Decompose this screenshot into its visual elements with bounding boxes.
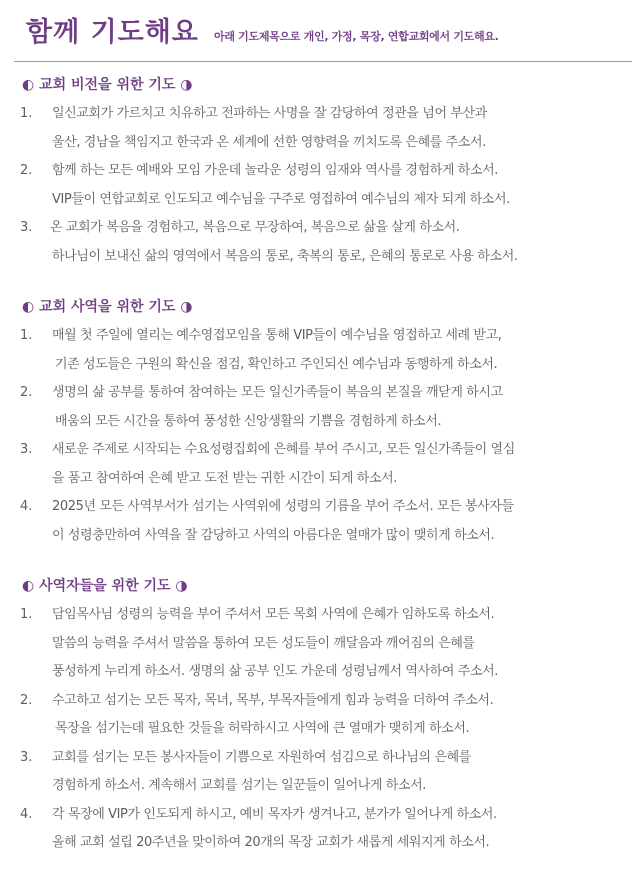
item-number: 2. — [20, 163, 33, 178]
section-title: ◐ 사역자들을 위한 기도 ◑ — [22, 578, 188, 594]
item-number: 3. — [20, 220, 33, 235]
item-number: 1. — [20, 328, 33, 343]
item-text-line: VIP들이 연합교회로 인도되고 예수님을 구주로 영접하여 예수님의 제자 되게 하소서. — [52, 191, 510, 207]
prayer-item — [0, 493, 632, 550]
page-title: 함께 기도해요 — [26, 17, 199, 48]
item-text-line: 새로운 주제로 시작되는 수요성령집회에 은혜를 부어 주시고, 모든 일신가족들이 열심 — [52, 442, 515, 457]
header — [0, 0, 632, 60]
prayer-item — [0, 322, 632, 379]
item-text-line: 교회를 섬기는 모든 봉사자들이 기쁨으로 자원하여 섬김으로 하나님의 은혜를 — [52, 749, 471, 765]
item-text-line: 목장을 섬기는데 필요한 것들을 허락하시고 사역에 큰 열매가 맺히게 하소서. — [55, 721, 470, 736]
prayer-list — [0, 70, 632, 879]
prayer-item — [0, 379, 632, 436]
prayer-item — [0, 436, 632, 493]
item-number: 2. — [20, 385, 33, 400]
item-text-line: 이 성령충만하여 사역을 잘 감당하고 사역의 아름다운 열매가 많이 맺히게 하소서. — [52, 527, 495, 543]
item-text-line: 온 교회가 복음을 경험하고, 복음으로 무장하여, 복음으로 삶을 살게 하소서. — [50, 220, 460, 235]
section-title: ◐ 교회 사역을 위한 기도 ◑ — [22, 299, 193, 315]
item-text-line: 함께 하는 모든 예배와 모임 가운데 놀라운 성령의 임재와 역사를 경험하게 하소서. — [52, 163, 499, 178]
item-text-line: 을 품고 참여하여 은혜 받고 도전 받는 귀한 시간이 되게 하소서. — [52, 470, 398, 486]
item-text-line: 수고하고 섬기는 모든 목자, 목녀, 목부, 부목자들에게 힘과 능력을 더하여 주소서. — [52, 692, 494, 708]
section-title: ◐ 교회 비전을 위한 기도 ◑ — [22, 77, 193, 93]
item-text-line: 울산, 경남을 책임지고 한국과 온 세계에 선한 영향력을 끼치도록 은혜를 주소서. — [52, 134, 486, 150]
item-text-line: 올해 교회 설립 20주년을 맞이하여 20개의 목장 교회가 새롭게 세워지게 하소서. — [52, 835, 490, 850]
item-number: 2. — [20, 692, 33, 708]
item-text-line: 2025년 모든 사역부서가 섬기는 사역위에 성령의 기름을 부어 주소서. 모든 봉사자들 — [52, 499, 514, 514]
prayer-item — [0, 744, 632, 801]
item-number: 1. — [20, 106, 33, 121]
prayer-section — [0, 571, 632, 858]
item-text-line: 풍성하게 누리게 하소서. 생명의 삶 공부 인도 가운데 성령님께서 역사하여 주소서. — [52, 664, 499, 679]
header-divider — [14, 61, 632, 62]
item-number: 3. — [20, 749, 33, 765]
prayer-item — [0, 601, 632, 687]
item-number: 3. — [20, 442, 33, 457]
prayer-item — [0, 801, 632, 858]
prayer-item — [0, 214, 632, 271]
item-text-line: 기존 성도들은 구원의 확신을 점검, 확인하고 주인되신 예수님과 동행하게 하소서. — [55, 356, 498, 372]
item-text-line: 말씀의 능력을 주셔서 말씀을 통하여 모든 성도들이 깨달음과 깨어짐의 은혜를 — [52, 635, 475, 651]
item-number: 1. — [20, 607, 33, 622]
item-text-line: 하나님이 보내신 삶의 영역에서 복음의 통로, 축복의 통로, 은혜의 통로로 사용 하소서. — [52, 248, 518, 264]
item-number: 4. — [20, 806, 33, 822]
item-number: 4. — [20, 499, 33, 514]
item-text-line: 생명의 삶 공부를 통하여 참여하는 모든 일신가족들이 복음의 본질을 깨닫게 하시고 — [52, 385, 503, 400]
prayer-section — [0, 70, 632, 271]
prayer-item — [0, 157, 632, 214]
item-text-line: 담임목사님 성령의 능력을 부어 주셔서 모든 목회 사역에 은혜가 임하도록 하소서. — [52, 607, 495, 622]
page-subtitle: 아래 기도제목으로 개인, 가정, 목장, 연합교회에서 기도해요. — [214, 30, 499, 43]
item-text-line: 배움의 모든 시간을 통하여 풍성한 신앙생활의 기쁨을 경험하게 하소서. — [55, 413, 442, 429]
prayer-item — [0, 687, 632, 744]
item-text-line: 매월 첫 주일에 열리는 예수영접모임을 통해 VIP들이 예수님을 영접하고 세례 받고, — [52, 328, 502, 343]
item-text-line: 일신교회가 가르치고 치유하고 전파하는 사명을 잘 감당하여 정관을 넘어 부산과 — [52, 106, 487, 121]
prayer-item — [0, 100, 632, 157]
item-text-line: 경험하게 하소서. 계속해서 교회를 섬기는 일꾼들이 일어나게 하소서. — [52, 778, 427, 793]
prayer-section — [0, 292, 632, 550]
item-text-line: 각 목장에 VIP가 인도되게 하시고, 예비 목자가 생겨나고, 분가가 일어나게 하소서. — [52, 806, 497, 822]
